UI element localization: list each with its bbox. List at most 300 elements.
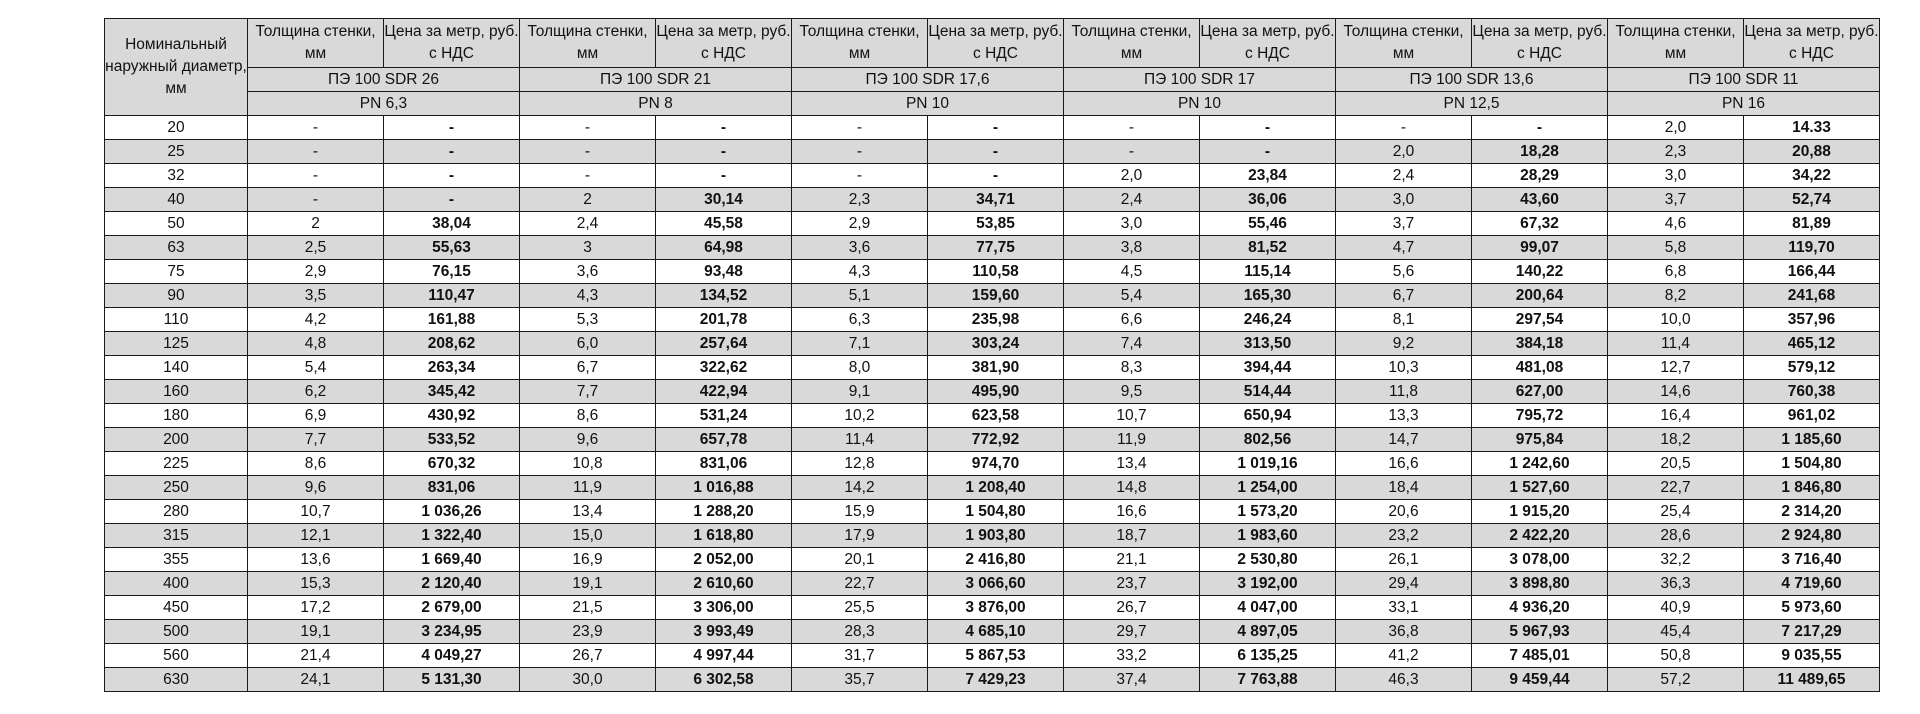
- price-cell: 1 504,80: [1744, 452, 1880, 476]
- thickness-cell: 3,6: [520, 260, 656, 284]
- thickness-cell: 41,2: [1336, 644, 1472, 668]
- thickness-cell: 11,4: [792, 428, 928, 452]
- price-cell: 627,00: [1472, 380, 1608, 404]
- price-cell: 345,42: [384, 380, 520, 404]
- price-cell: 1 618,80: [656, 524, 792, 548]
- thickness-cell: 2,9: [248, 260, 384, 284]
- table-row: [105, 620, 1880, 644]
- price-cell: 974,70: [928, 452, 1064, 476]
- thickness-header: Толщина стенки, мм: [1064, 19, 1200, 68]
- table-row: [105, 644, 1880, 668]
- price-cell: 99,07: [1472, 236, 1608, 260]
- thickness-cell: 37,4: [1064, 668, 1200, 692]
- price-cell: 533,52: [384, 428, 520, 452]
- price-cell: 495,90: [928, 380, 1064, 404]
- thickness-cell: 6,0: [520, 332, 656, 356]
- sdr-group-label: ПЭ 100 SDR 26: [248, 68, 520, 92]
- price-cell: 465,12: [1744, 332, 1880, 356]
- diameter-cell: 225: [105, 452, 248, 476]
- price-cell: 975,84: [1472, 428, 1608, 452]
- thickness-cell: 13,6: [248, 548, 384, 572]
- thickness-cell: 57,2: [1608, 668, 1744, 692]
- diameter-cell: 250: [105, 476, 248, 500]
- pn-group-label: PN 16: [1608, 92, 1880, 116]
- price-cell: -: [928, 164, 1064, 188]
- thickness-cell: 40,9: [1608, 596, 1744, 620]
- thickness-cell: 10,7: [248, 500, 384, 524]
- price-cell: -: [384, 140, 520, 164]
- price-cell: 36,06: [1200, 188, 1336, 212]
- diameter-cell: 25: [105, 140, 248, 164]
- price-cell: 7 763,88: [1200, 668, 1336, 692]
- price-cell: 381,90: [928, 356, 1064, 380]
- price-cell: 481,08: [1472, 356, 1608, 380]
- price-cell: -: [928, 140, 1064, 164]
- price-cell: 1 915,20: [1472, 500, 1608, 524]
- price-cell: 2 416,80: [928, 548, 1064, 572]
- thickness-cell: 2,0: [1336, 140, 1472, 164]
- thickness-cell: 20,5: [1608, 452, 1744, 476]
- thickness-cell: 11,8: [1336, 380, 1472, 404]
- price-cell: 200,64: [1472, 284, 1608, 308]
- thickness-cell: 3,0: [1608, 164, 1744, 188]
- price-cell: 7 485,01: [1472, 644, 1608, 668]
- table-row: [105, 500, 1880, 524]
- price-cell: -: [656, 140, 792, 164]
- price-cell: 531,24: [656, 404, 792, 428]
- price-cell: -: [656, 116, 792, 140]
- thickness-cell: 16,9: [520, 548, 656, 572]
- thickness-cell: 4,6: [1608, 212, 1744, 236]
- thickness-cell: 18,2: [1608, 428, 1744, 452]
- price-header: Цена за метр, руб. с НДС: [1472, 19, 1608, 68]
- price-header: Цена за метр, руб. с НДС: [656, 19, 792, 68]
- price-cell: 1 903,80: [928, 524, 1064, 548]
- price-cell: 1 242,60: [1472, 452, 1608, 476]
- thickness-cell: -: [248, 116, 384, 140]
- thickness-cell: 28,3: [792, 620, 928, 644]
- thickness-cell: 46,3: [1336, 668, 1472, 692]
- price-cell: 303,24: [928, 332, 1064, 356]
- price-cell: 3 993,49: [656, 620, 792, 644]
- thickness-cell: 26,1: [1336, 548, 1472, 572]
- header-row-pn: [105, 92, 1880, 116]
- diameter-cell: 125: [105, 332, 248, 356]
- thickness-cell: 8,6: [248, 452, 384, 476]
- thickness-cell: 10,0: [1608, 308, 1744, 332]
- price-cell: 2 422,20: [1472, 524, 1608, 548]
- table-header: [105, 19, 1880, 116]
- thickness-cell: 23,2: [1336, 524, 1472, 548]
- diameter-cell: 500: [105, 620, 248, 644]
- pn-group-label: PN 12,5: [1336, 92, 1608, 116]
- price-cell: 579,12: [1744, 356, 1880, 380]
- diameter-cell: 400: [105, 572, 248, 596]
- thickness-cell: -: [792, 140, 928, 164]
- pn-group-label: PN 8: [520, 92, 792, 116]
- thickness-cell: 14,6: [1608, 380, 1744, 404]
- price-cell: 802,56: [1200, 428, 1336, 452]
- price-cell: 6 135,25: [1200, 644, 1336, 668]
- sdr-group-label: ПЭ 100 SDR 21: [520, 68, 792, 92]
- thickness-cell: 15,9: [792, 500, 928, 524]
- thickness-cell: 3,6: [792, 236, 928, 260]
- price-cell: 81,89: [1744, 212, 1880, 236]
- diameter-cell: 50: [105, 212, 248, 236]
- price-cell: 5 967,93: [1472, 620, 1608, 644]
- price-cell: 64,98: [656, 236, 792, 260]
- price-cell: 7 217,29: [1744, 620, 1880, 644]
- price-cell: 1 527,60: [1472, 476, 1608, 500]
- thickness-cell: 2,4: [1336, 164, 1472, 188]
- thickness-cell: 18,4: [1336, 476, 1472, 500]
- price-cell: 514,44: [1200, 380, 1336, 404]
- thickness-cell: -: [248, 188, 384, 212]
- price-cell: 38,04: [384, 212, 520, 236]
- price-cell: 45,58: [656, 212, 792, 236]
- diameter-cell: 20: [105, 116, 248, 140]
- price-cell: 11 489,65: [1744, 668, 1880, 692]
- thickness-cell: 15,0: [520, 524, 656, 548]
- price-cell: 159,60: [928, 284, 1064, 308]
- diameter-cell: 355: [105, 548, 248, 572]
- table-row: [105, 428, 1880, 452]
- thickness-cell: 8,0: [792, 356, 928, 380]
- thickness-header: Толщина стенки, мм: [792, 19, 928, 68]
- thickness-cell: 20,6: [1336, 500, 1472, 524]
- thickness-cell: 2,4: [1064, 188, 1200, 212]
- thickness-cell: 10,7: [1064, 404, 1200, 428]
- price-cell: 14.33: [1744, 116, 1880, 140]
- price-cell: 4 049,27: [384, 644, 520, 668]
- price-cell: 772,92: [928, 428, 1064, 452]
- price-cell: 2 314,20: [1744, 500, 1880, 524]
- diameter-cell: 63: [105, 236, 248, 260]
- thickness-cell: 2: [520, 188, 656, 212]
- thickness-cell: 5,6: [1336, 260, 1472, 284]
- diameter-cell: 75: [105, 260, 248, 284]
- table-row: [105, 308, 1880, 332]
- thickness-cell: -: [520, 164, 656, 188]
- thickness-cell: 29,7: [1064, 620, 1200, 644]
- price-cell: 246,24: [1200, 308, 1336, 332]
- price-cell: 657,78: [656, 428, 792, 452]
- price-cell: 3 078,00: [1472, 548, 1608, 572]
- thickness-cell: 8,1: [1336, 308, 1472, 332]
- price-cell: 961,02: [1744, 404, 1880, 428]
- price-cell: 322,62: [656, 356, 792, 380]
- diameter-cell: 140: [105, 356, 248, 380]
- thickness-cell: 12,7: [1608, 356, 1744, 380]
- thickness-cell: 13,4: [520, 500, 656, 524]
- price-cell: 430,92: [384, 404, 520, 428]
- table-row: [105, 524, 1880, 548]
- thickness-cell: 4,7: [1336, 236, 1472, 260]
- price-cell: 1 208,40: [928, 476, 1064, 500]
- price-cell: 4 897,05: [1200, 620, 1336, 644]
- price-cell: 831,06: [656, 452, 792, 476]
- thickness-cell: 4,3: [520, 284, 656, 308]
- price-cell: 760,38: [1744, 380, 1880, 404]
- thickness-cell: 7,4: [1064, 332, 1200, 356]
- price-cell: 1 669,40: [384, 548, 520, 572]
- thickness-cell: 5,4: [248, 356, 384, 380]
- thickness-cell: 24,1: [248, 668, 384, 692]
- thickness-cell: 4,5: [1064, 260, 1200, 284]
- thickness-cell: 2,4: [520, 212, 656, 236]
- price-cell: -: [1200, 116, 1336, 140]
- table-row: [105, 596, 1880, 620]
- price-cell: 1 185,60: [1744, 428, 1880, 452]
- thickness-cell: 3,8: [1064, 236, 1200, 260]
- thickness-cell: 35,7: [792, 668, 928, 692]
- price-cell: 2 610,60: [656, 572, 792, 596]
- diameter-cell: 32: [105, 164, 248, 188]
- price-cell: 670,32: [384, 452, 520, 476]
- price-cell: 313,50: [1200, 332, 1336, 356]
- sdr-group-label: ПЭ 100 SDR 13,6: [1336, 68, 1608, 92]
- thickness-cell: 5,4: [1064, 284, 1200, 308]
- thickness-header: Толщина стенки, мм: [1608, 19, 1744, 68]
- price-cell: 1 504,80: [928, 500, 1064, 524]
- price-cell: 1 983,60: [1200, 524, 1336, 548]
- price-cell: 2 052,00: [656, 548, 792, 572]
- header-row-sdr: [105, 68, 1880, 92]
- price-cell: 115,14: [1200, 260, 1336, 284]
- thickness-cell: 3,7: [1336, 212, 1472, 236]
- thickness-cell: 25,5: [792, 596, 928, 620]
- diameter-cell: 315: [105, 524, 248, 548]
- price-cell: -: [384, 116, 520, 140]
- thickness-cell: 7,7: [248, 428, 384, 452]
- price-cell: 2 120,40: [384, 572, 520, 596]
- thickness-cell: -: [248, 140, 384, 164]
- thickness-cell: 6,9: [248, 404, 384, 428]
- price-cell: 5 973,60: [1744, 596, 1880, 620]
- thickness-cell: 10,3: [1336, 356, 1472, 380]
- price-cell: 1 573,20: [1200, 500, 1336, 524]
- thickness-cell: 6,3: [792, 308, 928, 332]
- thickness-cell: 10,2: [792, 404, 928, 428]
- thickness-cell: 33,1: [1336, 596, 1472, 620]
- thickness-cell: -: [520, 140, 656, 164]
- price-cell: 18,28: [1472, 140, 1608, 164]
- thickness-cell: 8,2: [1608, 284, 1744, 308]
- price-cell: 3 066,60: [928, 572, 1064, 596]
- price-cell: 241,68: [1744, 284, 1880, 308]
- thickness-cell: 10,8: [520, 452, 656, 476]
- diameter-cell: 450: [105, 596, 248, 620]
- price-cell: 795,72: [1472, 404, 1608, 428]
- thickness-cell: 2,5: [248, 236, 384, 260]
- price-cell: 235,98: [928, 308, 1064, 332]
- table-row: [105, 572, 1880, 596]
- diameter-header: Номинальный наружный диаметр, мм: [105, 19, 248, 116]
- thickness-cell: 3,5: [248, 284, 384, 308]
- price-cell: 4 936,20: [1472, 596, 1608, 620]
- diameter-cell: 40: [105, 188, 248, 212]
- thickness-cell: 16,6: [1064, 500, 1200, 524]
- table-row: [105, 452, 1880, 476]
- price-cell: 5 867,53: [928, 644, 1064, 668]
- thickness-cell: 6,8: [1608, 260, 1744, 284]
- price-cell: 81,52: [1200, 236, 1336, 260]
- price-cell: 28,29: [1472, 164, 1608, 188]
- price-cell: 263,34: [384, 356, 520, 380]
- price-cell: 4 997,44: [656, 644, 792, 668]
- thickness-cell: 2,3: [1608, 140, 1744, 164]
- price-cell: 55,63: [384, 236, 520, 260]
- thickness-cell: -: [792, 116, 928, 140]
- price-cell: 1 016,88: [656, 476, 792, 500]
- price-cell: 623,58: [928, 404, 1064, 428]
- price-cell: 384,18: [1472, 332, 1608, 356]
- price-cell: 357,96: [1744, 308, 1880, 332]
- price-cell: 3 716,40: [1744, 548, 1880, 572]
- thickness-cell: 21,5: [520, 596, 656, 620]
- thickness-cell: 5,3: [520, 308, 656, 332]
- thickness-cell: 17,2: [248, 596, 384, 620]
- thickness-cell: 5,1: [792, 284, 928, 308]
- thickness-cell: 4,3: [792, 260, 928, 284]
- sdr-group-label: ПЭ 100 SDR 17,6: [792, 68, 1064, 92]
- table-row: [105, 668, 1880, 692]
- diameter-cell: 160: [105, 380, 248, 404]
- price-cell: 2 924,80: [1744, 524, 1880, 548]
- price-cell: 422,94: [656, 380, 792, 404]
- price-cell: 3 234,95: [384, 620, 520, 644]
- price-header: Цена за метр, руб. с НДС: [1744, 19, 1880, 68]
- diameter-cell: 200: [105, 428, 248, 452]
- thickness-cell: 14,2: [792, 476, 928, 500]
- price-cell: 3 306,00: [656, 596, 792, 620]
- price-cell: 5 131,30: [384, 668, 520, 692]
- price-cell: 165,30: [1200, 284, 1336, 308]
- thickness-header: Толщина стенки, мм: [520, 19, 656, 68]
- price-cell: 9 035,55: [1744, 644, 1880, 668]
- table-row: [105, 140, 1880, 164]
- table-row: [105, 548, 1880, 572]
- thickness-cell: 2,0: [1608, 116, 1744, 140]
- thickness-cell: -: [1336, 116, 1472, 140]
- thickness-cell: 22,7: [1608, 476, 1744, 500]
- price-cell: 1 846,80: [1744, 476, 1880, 500]
- price-cell: 3 876,00: [928, 596, 1064, 620]
- price-cell: 1 019,16: [1200, 452, 1336, 476]
- price-cell: 1 036,26: [384, 500, 520, 524]
- thickness-cell: 8,3: [1064, 356, 1200, 380]
- table-row: [105, 404, 1880, 428]
- thickness-cell: 22,7: [792, 572, 928, 596]
- table-row: [105, 236, 1880, 260]
- thickness-cell: 2,0: [1064, 164, 1200, 188]
- thickness-cell: -: [248, 164, 384, 188]
- price-cell: -: [1472, 116, 1608, 140]
- sdr-group-label: ПЭ 100 SDR 17: [1064, 68, 1336, 92]
- price-cell: 7 429,23: [928, 668, 1064, 692]
- thickness-cell: 16,6: [1336, 452, 1472, 476]
- diameter-cell: 280: [105, 500, 248, 524]
- thickness-cell: -: [1064, 116, 1200, 140]
- thickness-cell: 11,9: [520, 476, 656, 500]
- thickness-cell: 12,8: [792, 452, 928, 476]
- diameter-cell: 630: [105, 668, 248, 692]
- price-cell: 831,06: [384, 476, 520, 500]
- table-row: [105, 212, 1880, 236]
- thickness-cell: 7,1: [792, 332, 928, 356]
- thickness-cell: 11,9: [1064, 428, 1200, 452]
- thickness-cell: 3: [520, 236, 656, 260]
- thickness-cell: -: [792, 164, 928, 188]
- thickness-cell: 28,6: [1608, 524, 1744, 548]
- thickness-cell: 16,4: [1608, 404, 1744, 428]
- thickness-cell: 6,7: [520, 356, 656, 380]
- thickness-cell: 7,7: [520, 380, 656, 404]
- price-cell: 55,46: [1200, 212, 1336, 236]
- price-cell: 3 192,00: [1200, 572, 1336, 596]
- thickness-cell: 21,1: [1064, 548, 1200, 572]
- thickness-cell: 13,4: [1064, 452, 1200, 476]
- thickness-cell: 9,2: [1336, 332, 1472, 356]
- price-cell: 67,32: [1472, 212, 1608, 236]
- diameter-cell: 110: [105, 308, 248, 332]
- table-row: [105, 260, 1880, 284]
- thickness-cell: 9,6: [248, 476, 384, 500]
- price-cell: 161,88: [384, 308, 520, 332]
- price-cell: 34,71: [928, 188, 1064, 212]
- price-cell: 4 719,60: [1744, 572, 1880, 596]
- price-cell: 9 459,44: [1472, 668, 1608, 692]
- table-row: [105, 284, 1880, 308]
- thickness-cell: 25,4: [1608, 500, 1744, 524]
- price-cell: 650,94: [1200, 404, 1336, 428]
- thickness-cell: 32,2: [1608, 548, 1744, 572]
- thickness-cell: -: [1064, 140, 1200, 164]
- price-cell: 76,15: [384, 260, 520, 284]
- thickness-cell: 12,1: [248, 524, 384, 548]
- thickness-cell: 23,7: [1064, 572, 1200, 596]
- thickness-cell: 6,6: [1064, 308, 1200, 332]
- price-cell: 30,14: [656, 188, 792, 212]
- thickness-cell: 9,1: [792, 380, 928, 404]
- price-header: Цена за метр, руб. с НДС: [384, 19, 520, 68]
- table-row: [105, 380, 1880, 404]
- table-row: [105, 188, 1880, 212]
- thickness-cell: 20,1: [792, 548, 928, 572]
- price-cell: 34,22: [1744, 164, 1880, 188]
- price-cell: 4 047,00: [1200, 596, 1336, 620]
- price-cell: 1 322,40: [384, 524, 520, 548]
- table-row: [105, 356, 1880, 380]
- thickness-cell: 3,0: [1064, 212, 1200, 236]
- thickness-cell: 17,9: [792, 524, 928, 548]
- thickness-cell: 14,8: [1064, 476, 1200, 500]
- thickness-cell: 6,2: [248, 380, 384, 404]
- thickness-cell: 9,6: [520, 428, 656, 452]
- pn-group-label: PN 6,3: [248, 92, 520, 116]
- thickness-cell: 4,2: [248, 308, 384, 332]
- sdr-group-label: ПЭ 100 SDR 11: [1608, 68, 1880, 92]
- price-cell: -: [384, 164, 520, 188]
- price-cell: 1 288,20: [656, 500, 792, 524]
- thickness-cell: 26,7: [1064, 596, 1200, 620]
- price-cell: 23,84: [1200, 164, 1336, 188]
- table-row: [105, 332, 1880, 356]
- price-cell: 2 679,00: [384, 596, 520, 620]
- price-header: Цена за метр, руб. с НДС: [928, 19, 1064, 68]
- thickness-cell: 19,1: [520, 572, 656, 596]
- thickness-cell: 23,9: [520, 620, 656, 644]
